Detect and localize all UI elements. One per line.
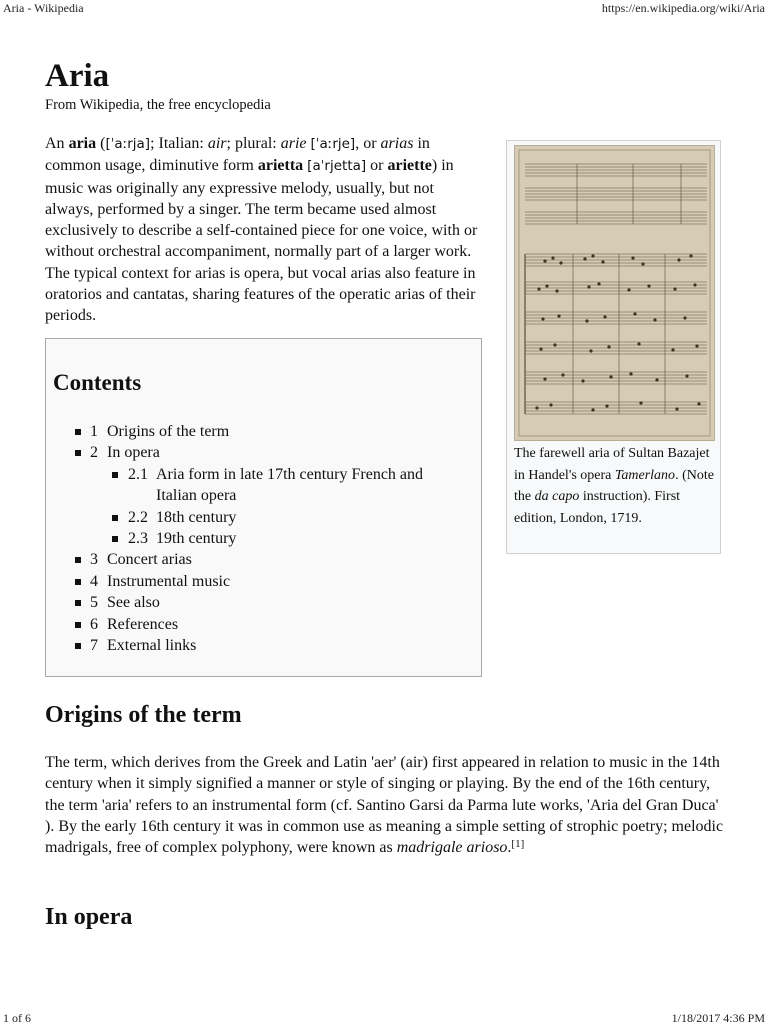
thumbnail-box (506, 140, 721, 554)
article-tagline: From Wikipedia, the free encyclopedia (45, 97, 271, 113)
ipa-arie[interactable]: [ˈaːrje] (310, 136, 356, 152)
term-arietta: arietta (257, 157, 304, 175)
table-of-contents: Contents 1 Origins of the term 2 In opera 2.1 Aria form in late 17th century French and Italian opera 2.2 18th century 2.3 19th century 3 Concert arias 4 Instrumental music 5 See also 6 References 7 External links (45, 338, 482, 677)
page-number: 1 of 6 (3, 1011, 31, 1025)
term-ariette: ariette (387, 157, 432, 175)
origins-paragraph: The term, which derives from the Greek and Latin 'aer' (air) first appeared in relation to music in the 14th century when it simply signified a manner or style of singing or playing. By the end of the 16th century, the term 'aria' refers to an instrumental form (cf. Santino Garsi da Parma lute works, 'Aria del Gran Duca' ). By the early 16th century it was in common use as meaning a simple setting of strophic poetry; melodic madrigals, free of complex polyphony, were known as madrigale arioso.[1] (45, 754, 724, 857)
image-caption: The farewell aria of Sultan Bazajet in Handel's opera Tamerlano. (Note the da capo instruction). First edition, London, 1719. (514, 446, 714, 526)
sheet-music-image[interactable] (514, 145, 715, 441)
term-aria: aria (68, 135, 97, 152)
article-title: Aria (45, 58, 110, 94)
opera-link[interactable]: Tamerlano (614, 467, 676, 483)
ipa-arietta[interactable]: [aˈrjetta] (307, 158, 367, 175)
ipa-aria[interactable]: [ˈaːrja] (105, 136, 151, 152)
page-title-header: Aria - Wikipedia (3, 1, 84, 15)
reference-link[interactable]: [1] (511, 838, 525, 851)
print-timestamp: 1/18/2017 4:36 PM (671, 1011, 765, 1025)
print-header (0, 0, 768, 16)
page-url-header[interactable]: https://en.wikipedia.org/wiki/Aria (601, 1, 765, 15)
heading-origins-of-the-term: Origins of the term (45, 702, 242, 728)
toc-title: Contents (53, 370, 142, 395)
intro-paragraph: An aria ([ˈaːrja]; Italian: air; plural: arie [ˈaːrje], or arias in common usage, diminutive form arietta [aˈrjetta] or ariette) in music was originally any expressive melody, usually, but not always, performed by a singer. The term became used almost exclusively to describe a self-contained piece for one voice, with or without orchestral accompaniment, normally part of a larger work. The typical context for arias is opera, but vocal arias also feature in oratorios and cantatas, sharing features of the operatic arias of their periods. (45, 135, 478, 325)
heading-in-opera: In opera (45, 904, 133, 930)
